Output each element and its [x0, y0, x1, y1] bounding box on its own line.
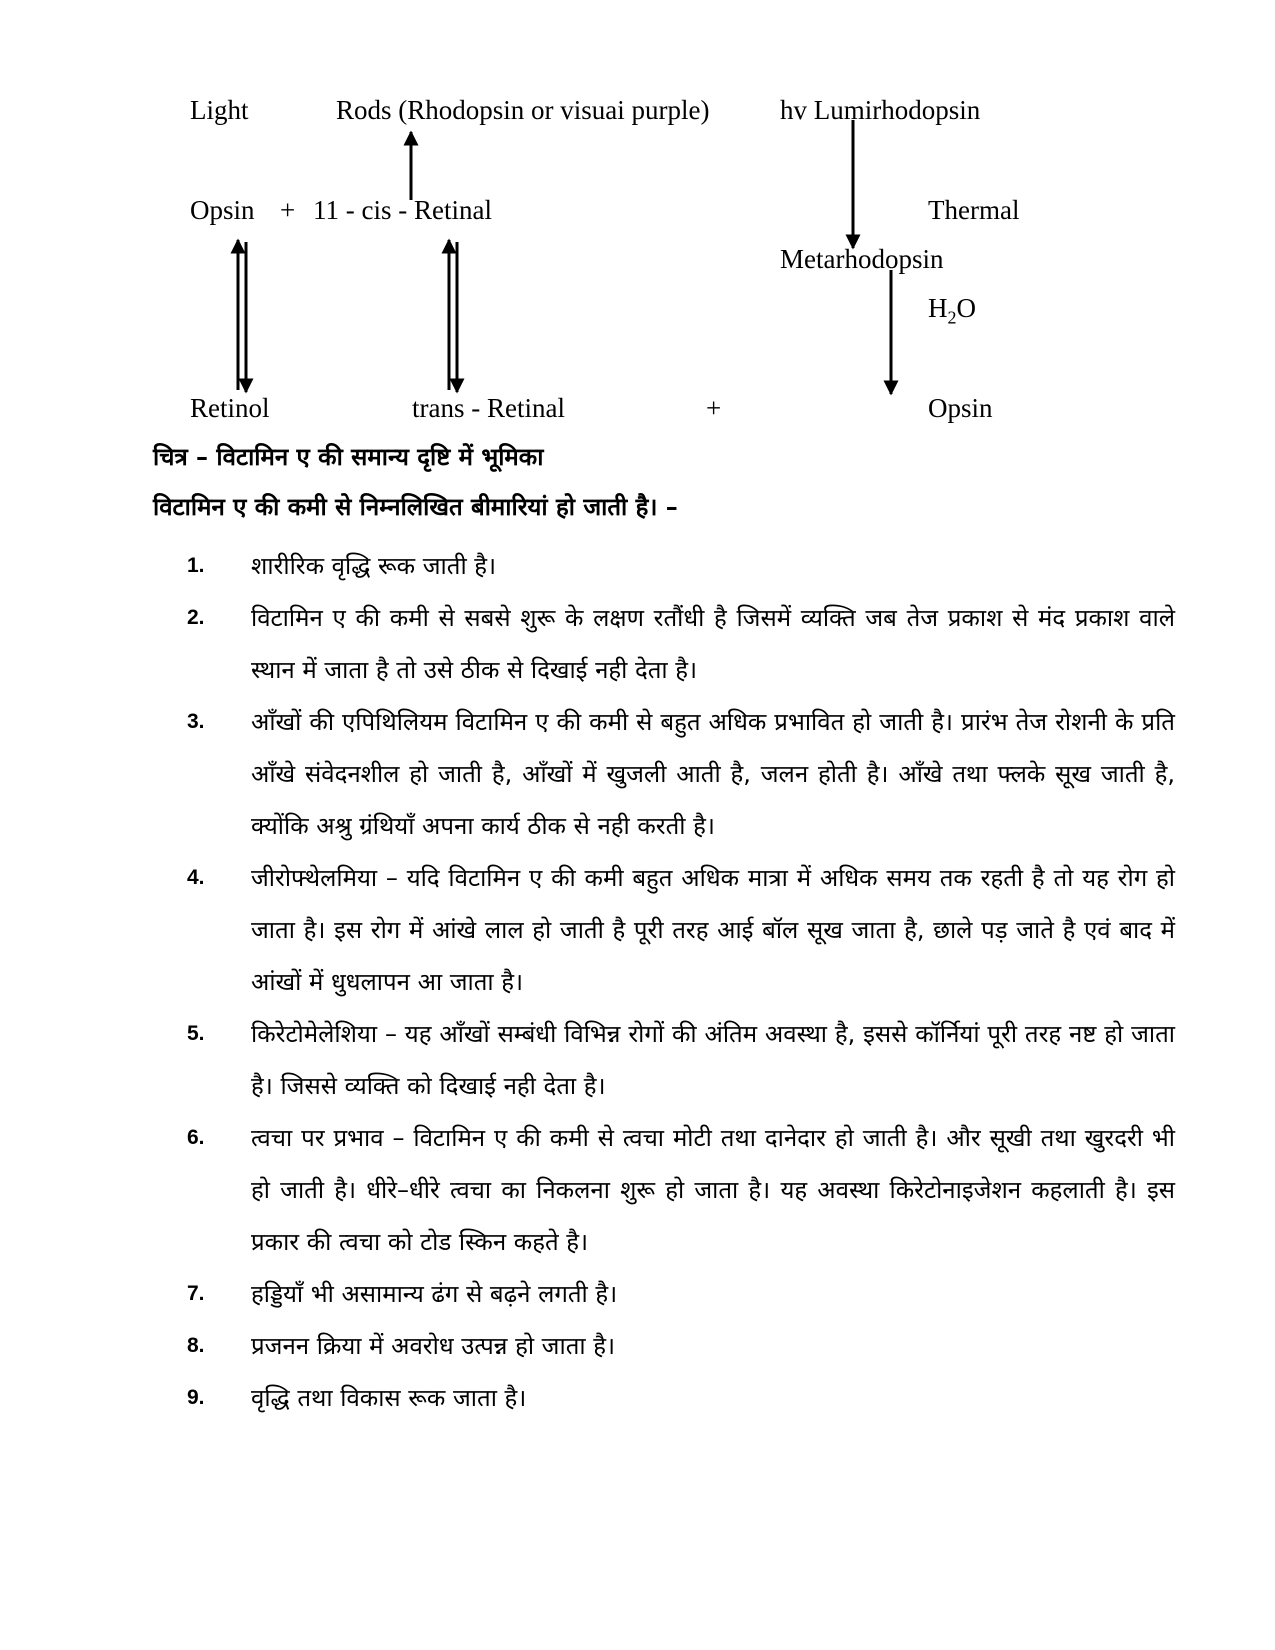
list-item-text: आँखों की एपिथिलियम विटामिन ए की कमी से बहुत अधिक प्रभावित हो जाती है। प्रारंभ तेज रोशनी के प्रति आँखे संवेदनशील हो जाती है, आँखों में खुजली आती है, जलन होती है। आँखे तथा फ्लके सूख जाती है, क्योंकि अश्रु ग्रंथियाँ अपना कार्य ठीक से नही करती है।: [251, 708, 1175, 840]
water-h: H: [928, 293, 948, 323]
list-item: [187, 1320, 1175, 1372]
label-cis-retinal: 11 - cis - Retinal: [313, 195, 492, 225]
label-metarhodopsin: Metarhodopsin: [780, 244, 944, 274]
list-item-text: विटामिन ए की कमी से सबसे शुरू के लक्षण रतौंधी है जिसमें व्यक्ति जब तेज प्रकाश से मंद प्रकाश वाले स्थान में जाता है तो उसे ठीक से दिखाई नही देता है।: [251, 604, 1175, 684]
list-item-number: 3.: [187, 710, 205, 733]
list-item-number: 9.: [187, 1386, 205, 1409]
list-item-number: 4.: [187, 866, 205, 889]
label-light: Light: [190, 95, 249, 125]
list-item-text: जीरोफ्थेलमिया – यदि विटामिन ए की कमी बहुत अधिक मात्रा में अधिक समय तक रहती है तो यह रोग हो जाता है। इस रोग में आंखे लाल हो जाती है पूरी तरह आई बॉल सूख जाता है, छाले पड़ जाते है एवं बाद में आंखों में धुधलापन आ जाता है।: [251, 864, 1175, 996]
list-item: [187, 592, 1175, 696]
section-heading: विटामिन ए की कमी से निम्नलिखित बीमारियां हो जाती है। –: [153, 493, 678, 521]
label-rods: Rods (Rhodopsin or visuai purple): [336, 95, 710, 125]
label-plus-bottom: +: [706, 393, 722, 423]
list-item: [187, 540, 1175, 592]
list-item: [187, 696, 1175, 852]
figure-caption: चित्र – विटामिन ए की समान्य दृष्टि में भूमिका: [153, 443, 544, 471]
label-retinol: Retinol: [190, 393, 270, 423]
water-subscript: 2: [947, 307, 957, 328]
list-item-number: 2.: [187, 606, 205, 629]
label-opsin-top: Opsin: [190, 195, 255, 225]
list-item-number: 8.: [187, 1334, 205, 1357]
label-opsin-bottom: Opsin: [928, 393, 993, 423]
list-item-text: किरेटोमेलेशिया – यह आँखों सम्बंधी विभिन्न रोगों की अंतिम अवस्था है, इससे कॉर्नियां पूरी तरह नष्ट हो जाता है। जिससे व्यक्ति को दिखाई नही देता है।: [251, 1020, 1175, 1100]
list-item-text: वृद्धि तथा विकास रूक जाता है।: [251, 1384, 527, 1412]
label-trans-retinal: trans - Retinal: [412, 393, 565, 423]
list-item: [187, 1268, 1175, 1320]
list-item-text: हड्डियाँ भी असामान्य ढंग से बढ़ने लगती है।: [251, 1280, 618, 1308]
label-water: [928, 292, 976, 328]
list-item-text: त्वचा पर प्रभाव – विटामिन ए की कमी से त्वचा मोटी तथा दानेदार हो जाती है। और सूखी तथा खुरदरी भी हो जाती है। धीरे–धीरे त्वचा का निकलना शुरू हो जाता है। यह अवस्था किरेटोनाइजेशन कहलाती है। इस प्रकार की त्वचा को टोड स्किन कहते है।: [251, 1124, 1175, 1256]
deficiency-list: [187, 540, 1175, 1424]
list-item: [187, 1112, 1175, 1268]
list-item-number: 1.: [187, 554, 205, 577]
list-item-text: शारीरिक वृद्धि रूक जाती है।: [251, 552, 497, 580]
label-plus-top: +: [280, 195, 296, 225]
list-item-number: 5.: [187, 1022, 205, 1045]
list-item-number: 7.: [187, 1282, 205, 1305]
list-item: [187, 1372, 1175, 1424]
label-lumirhodopsin: hv Lumirhodopsin: [780, 95, 981, 125]
list-item: [187, 852, 1175, 1008]
list-item: [187, 1008, 1175, 1112]
water-o: O: [956, 293, 976, 323]
list-item-number: 6.: [187, 1126, 205, 1149]
list-item-text: प्रजनन क्रिया में अवरोध उत्पन्न हो जाता है।: [251, 1332, 616, 1360]
label-thermal: Thermal: [928, 195, 1020, 225]
